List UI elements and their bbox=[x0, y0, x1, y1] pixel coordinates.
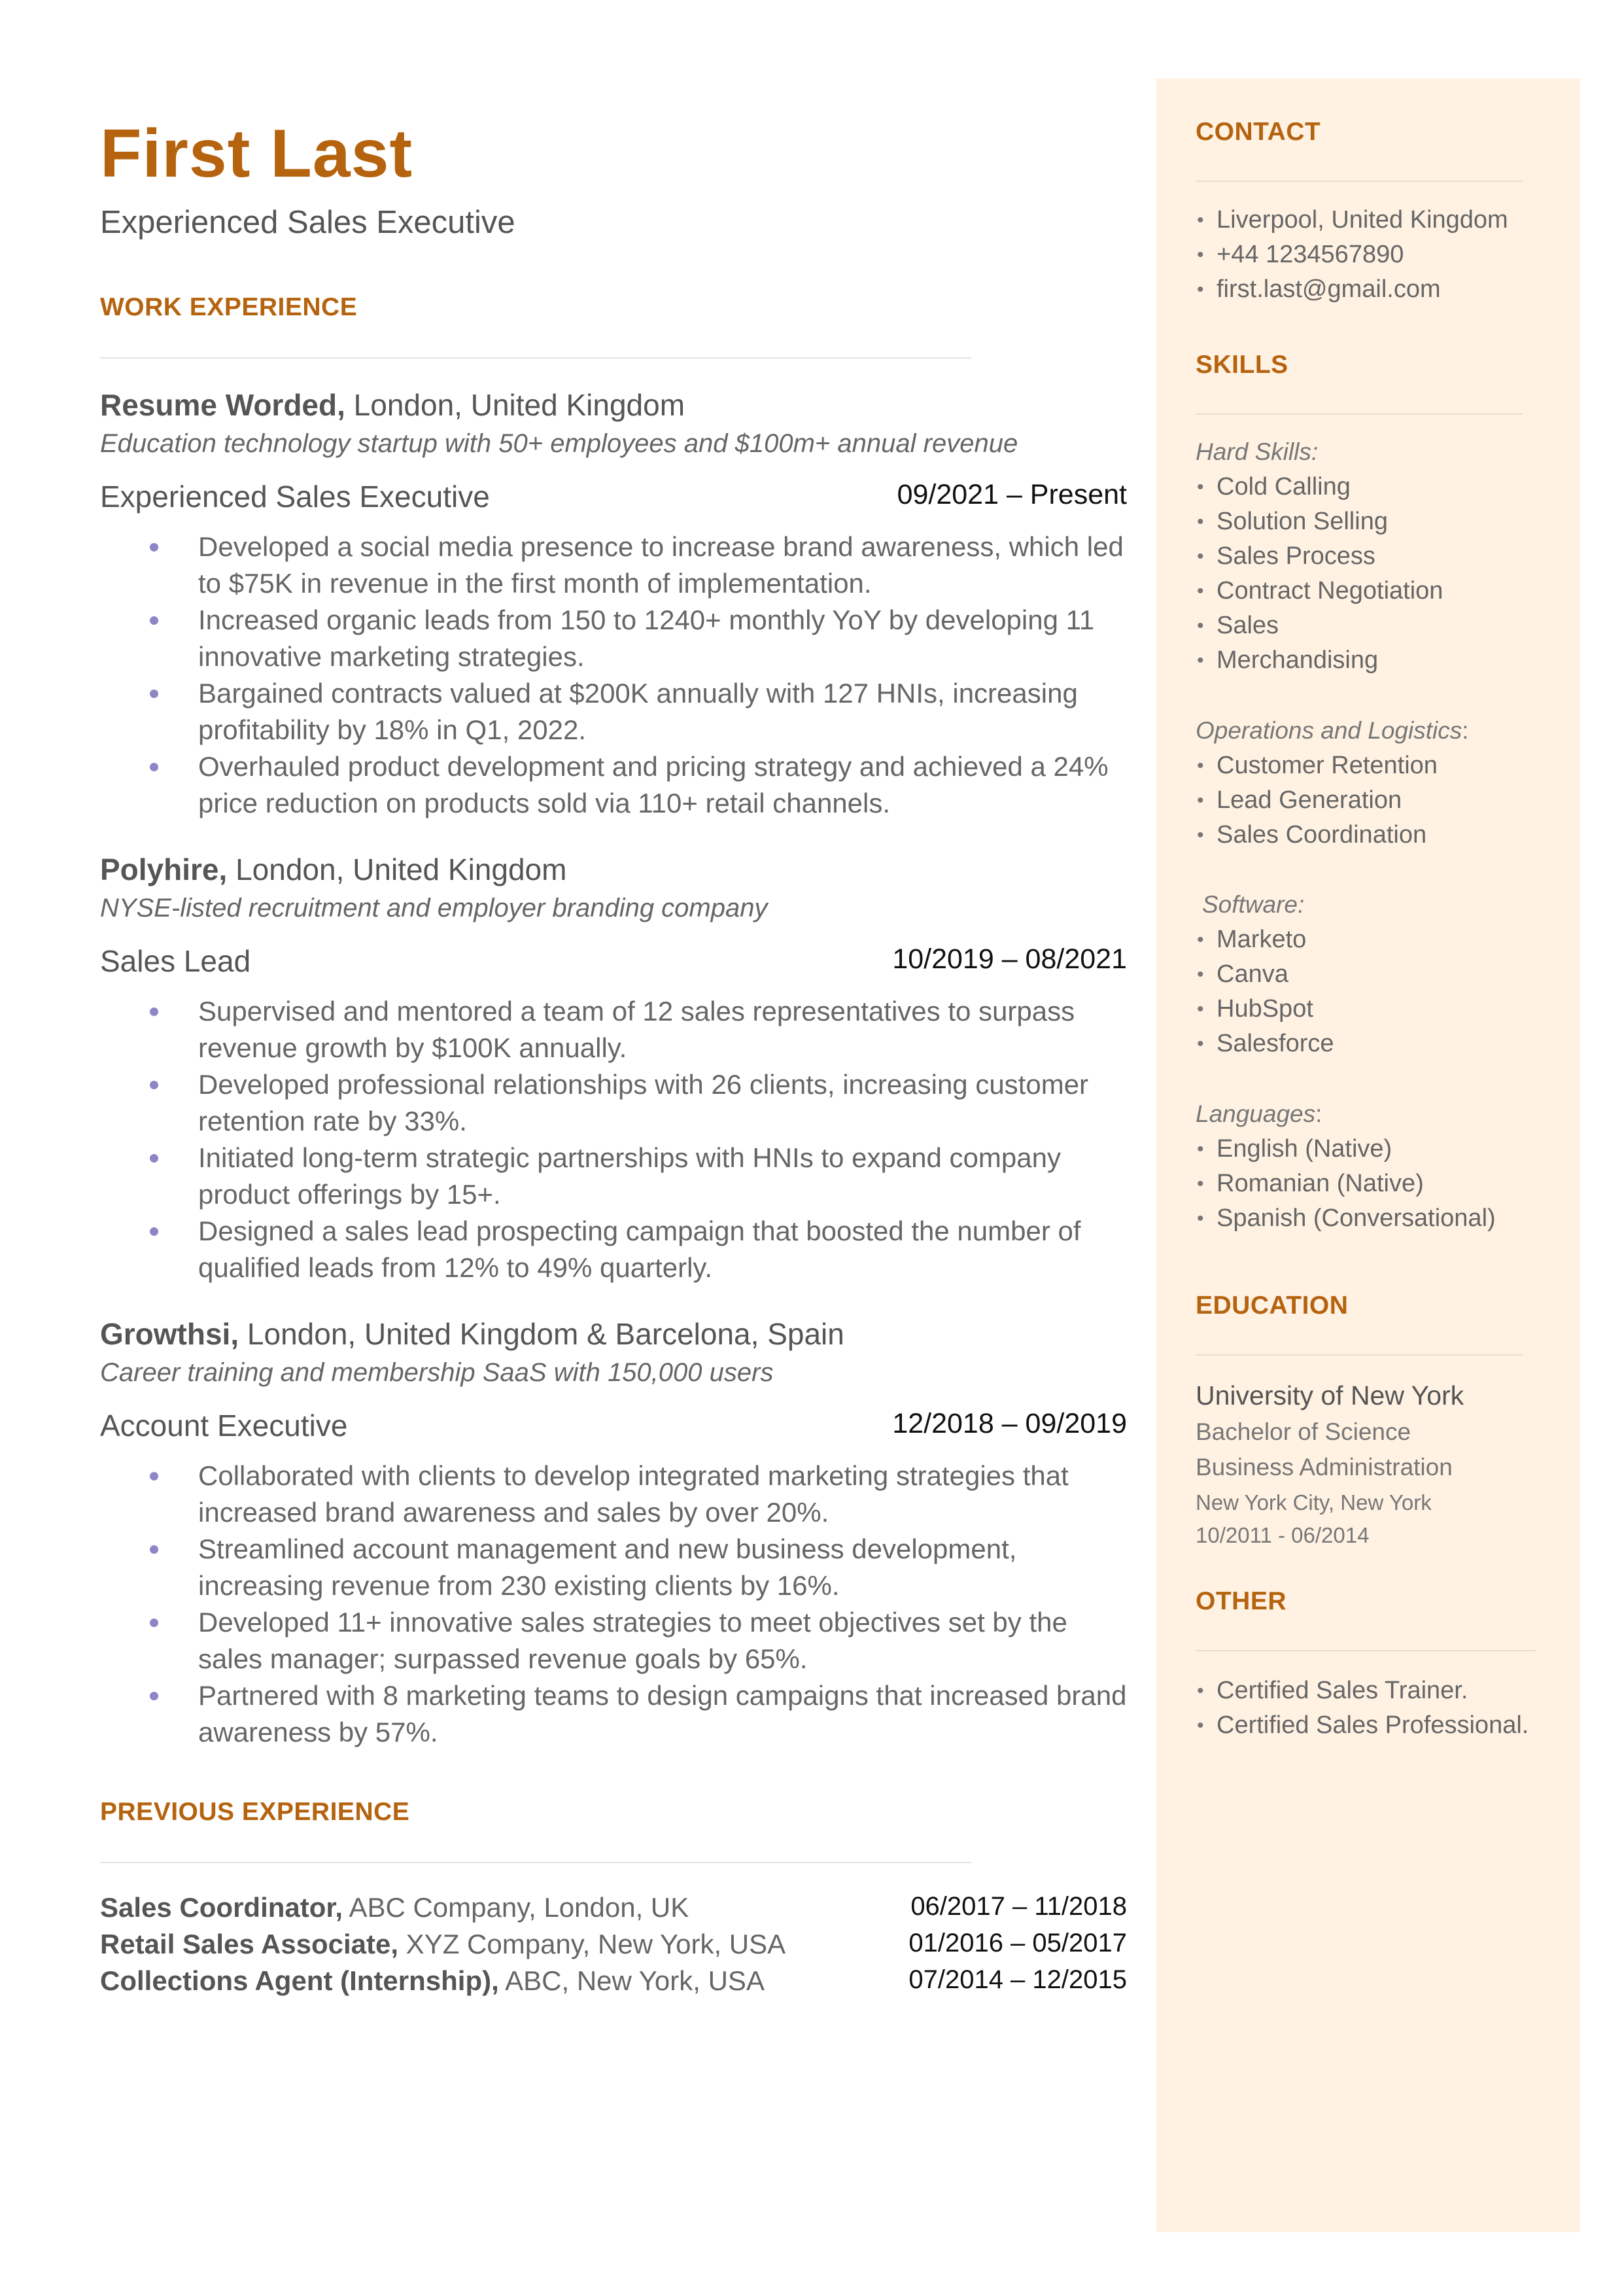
bullet-icon: • bbox=[1197, 790, 1204, 811]
previous-org: ABC, New York, USA bbox=[498, 1965, 765, 1996]
candidate-name: First Last bbox=[100, 116, 413, 192]
job-company: Resume Worded, bbox=[100, 388, 345, 422]
job-bullet-list bbox=[100, 993, 1127, 1286]
job-bullet-text: Bargained contracts valued at $200K annually with 127 HNIs, increasing profitability by 18% in Q1, 2022. bbox=[198, 678, 1078, 745]
job-bullet-text: Streamlined account management and new business development, increasing revenue from 230 existing clients by 16%. bbox=[198, 1533, 1017, 1601]
job-dates: 10/2019 – 08/2021 bbox=[892, 943, 1127, 975]
bullet-icon: • bbox=[1197, 1173, 1204, 1195]
other-divider bbox=[1196, 1650, 1536, 1651]
education-school: University of New York bbox=[1196, 1380, 1464, 1410]
bullet-icon: • bbox=[1197, 755, 1204, 777]
bullet-dot-icon bbox=[150, 616, 158, 625]
sidebar bbox=[1156, 79, 1580, 2232]
job-company: Growthsi, bbox=[100, 1317, 239, 1351]
education-field: Business Administration bbox=[1196, 1454, 1453, 1480]
contact-location-text: Liverpool, United Kingdom bbox=[1217, 206, 1508, 234]
job-company-description: Education technology startup with 50+ employees and $100m+ annual revenue bbox=[100, 429, 1018, 458]
education-degree: Bachelor of Science bbox=[1196, 1418, 1411, 1445]
contact-phone bbox=[1196, 237, 1508, 272]
education-heading: EDUCATION bbox=[1196, 1291, 1349, 1320]
bullet-icon: • bbox=[1197, 279, 1204, 300]
skill-text: Cold Calling bbox=[1217, 473, 1351, 500]
contact-list bbox=[1196, 203, 1508, 307]
job-bullet-text: Initiated long-term strategic partnerships with HNIs to expand company product offerings by 15+. bbox=[198, 1142, 1061, 1210]
skill-text: Solution Selling bbox=[1217, 508, 1388, 535]
job-role-line bbox=[100, 1408, 1127, 1443]
bullet-icon: • bbox=[1197, 1715, 1204, 1736]
bullet-icon: • bbox=[1197, 1138, 1204, 1160]
job-bullet-text: Overhauled product development and pricing strategy and achieved a 24% price reduction on products sold via 110+ retail channels. bbox=[198, 751, 1109, 818]
operations-skills-list bbox=[1196, 748, 1438, 852]
previous-role-row bbox=[100, 1965, 1127, 1997]
job-bullet-text: Increased organic leads from 150 to 1240+ monthly YoY by developing 11 innovative marketing strategies. bbox=[198, 604, 1095, 672]
bullet-dot-icon bbox=[150, 543, 158, 552]
languages-label bbox=[1196, 1100, 1322, 1128]
contact-email-text: first.last@gmail.com bbox=[1217, 275, 1441, 303]
job-bullet-list bbox=[100, 529, 1127, 822]
language-item bbox=[1196, 1201, 1496, 1236]
job-company-line bbox=[100, 1316, 844, 1352]
job-bullet-text: Developed professional relationships with 26 clients, increasing customer retention rate by 33%. bbox=[198, 1069, 1089, 1136]
skill-item bbox=[1196, 539, 1443, 574]
job-dates: 12/2018 – 09/2019 bbox=[892, 1408, 1127, 1439]
languages-colon: : bbox=[1315, 1100, 1322, 1127]
bullet-dot-icon bbox=[150, 1154, 158, 1163]
job-company: Polyhire, bbox=[100, 852, 228, 886]
operations-logistics-label bbox=[1196, 717, 1469, 745]
operations-logistics-label-text: Operations and Logistics bbox=[1196, 717, 1462, 744]
skills-heading: SKILLS bbox=[1196, 351, 1288, 379]
bullet-icon: • bbox=[1197, 209, 1204, 231]
job-bullet bbox=[100, 1140, 1127, 1213]
bullet-dot-icon bbox=[150, 1692, 158, 1700]
skill-text: HubSpot bbox=[1217, 995, 1313, 1023]
language-item bbox=[1196, 1166, 1496, 1201]
job-role: Account Executive bbox=[100, 1409, 348, 1443]
contact-heading: CONTACT bbox=[1196, 118, 1321, 146]
education-divider bbox=[1196, 1354, 1523, 1356]
languages-label-text: Languages bbox=[1196, 1100, 1316, 1127]
job-bullet-text: Developed 11+ innovative sales strategies to meet objectives set by the sales manager; surpassed revenue goals by 65%. bbox=[198, 1607, 1067, 1674]
job-bullet bbox=[100, 1677, 1127, 1751]
skill-item bbox=[1196, 748, 1438, 783]
skill-item bbox=[1196, 818, 1438, 852]
bullet-dot-icon bbox=[150, 1545, 158, 1554]
previous-org: ABC Company, London, UK bbox=[343, 1892, 689, 1923]
bullet-dot-icon bbox=[150, 1007, 158, 1016]
language-text: Romanian (Native) bbox=[1217, 1170, 1424, 1197]
job-company-line bbox=[100, 852, 566, 887]
bullet-dot-icon bbox=[150, 1227, 158, 1236]
hard-skills-label: Hard Skills: bbox=[1196, 438, 1319, 465]
job-role-line bbox=[100, 943, 1127, 979]
work-experience-heading: WORK EXPERIENCE bbox=[100, 293, 358, 321]
contact-phone-text: +44 1234567890 bbox=[1217, 241, 1404, 268]
skill-text: Sales bbox=[1217, 612, 1279, 639]
previous-dates: 06/2017 – 11/2018 bbox=[910, 1892, 1127, 1921]
work-experience-divider bbox=[100, 357, 971, 359]
language-text: English (Native) bbox=[1217, 1135, 1392, 1163]
bullet-icon: • bbox=[1197, 1208, 1204, 1229]
bullet-dot-icon bbox=[150, 690, 158, 698]
certification-text: Certified Sales Trainer. bbox=[1217, 1677, 1468, 1704]
previous-dates: 01/2016 – 05/2017 bbox=[908, 1929, 1127, 1957]
bullet-icon: • bbox=[1197, 1680, 1204, 1702]
other-heading: OTHER bbox=[1196, 1587, 1287, 1615]
contact-email bbox=[1196, 272, 1508, 307]
skill-item bbox=[1196, 783, 1438, 818]
bullet-icon: • bbox=[1197, 929, 1204, 951]
job-bullet bbox=[100, 675, 1127, 748]
bullet-dot-icon bbox=[150, 1619, 158, 1627]
bullet-icon: • bbox=[1197, 1033, 1204, 1055]
skill-text: Customer Retention bbox=[1217, 752, 1438, 779]
skill-item bbox=[1196, 922, 1334, 957]
skill-item bbox=[1196, 992, 1334, 1026]
job-bullet-list bbox=[100, 1458, 1127, 1751]
certification-text: Certified Sales Professional. bbox=[1217, 1711, 1529, 1739]
job-company-description: NYSE-listed recruitment and employer branding company bbox=[100, 894, 768, 922]
job-role: Experienced Sales Executive bbox=[100, 480, 490, 514]
certification-item bbox=[1196, 1673, 1529, 1708]
job-location: London, United Kingdom bbox=[345, 388, 685, 422]
skill-item bbox=[1196, 574, 1443, 608]
job-bullet-text: Collaborated with clients to develop integrated marketing strategies that increased brand awareness and sales by over 20%. bbox=[198, 1460, 1069, 1528]
skill-item bbox=[1196, 643, 1443, 678]
language-text: Spanish (Conversational) bbox=[1217, 1204, 1496, 1232]
skill-item bbox=[1196, 504, 1443, 539]
previous-role: Collections Agent (Internship), bbox=[100, 1965, 499, 1996]
skill-text: Sales Coordination bbox=[1217, 821, 1427, 849]
job-bullet bbox=[100, 1458, 1127, 1531]
job-bullet bbox=[100, 602, 1127, 675]
previous-experience-divider bbox=[100, 1862, 971, 1863]
skill-item bbox=[1196, 1026, 1334, 1061]
bullet-icon: • bbox=[1197, 244, 1204, 266]
skill-text: Canva bbox=[1217, 960, 1288, 988]
skill-text: Lead Generation bbox=[1217, 786, 1402, 814]
contact-location bbox=[1196, 203, 1508, 237]
job-dates: 09/2021 – Present bbox=[897, 479, 1127, 510]
job-bullet bbox=[100, 1213, 1127, 1286]
job-bullet bbox=[100, 993, 1127, 1066]
job-bullet bbox=[100, 529, 1127, 602]
previous-role-row bbox=[100, 1892, 1127, 1923]
skill-item bbox=[1196, 470, 1443, 504]
job-bullet bbox=[100, 1066, 1127, 1140]
other-list bbox=[1196, 1673, 1529, 1743]
job-role-line bbox=[100, 479, 1127, 514]
bullet-icon: • bbox=[1197, 580, 1204, 602]
job-role: Sales Lead bbox=[100, 944, 251, 978]
job-bullet-text: Supervised and mentored a team of 12 sales representatives to surpass revenue growth by $100K annually. bbox=[198, 996, 1075, 1063]
certification-item bbox=[1196, 1708, 1529, 1743]
previous-dates: 07/2014 – 12/2015 bbox=[908, 1965, 1127, 1994]
previous-experience-heading: PREVIOUS EXPERIENCE bbox=[100, 1798, 410, 1826]
education-location: New York City, New York bbox=[1196, 1490, 1432, 1515]
software-label: Software: bbox=[1202, 891, 1305, 918]
hard-skills-list bbox=[1196, 470, 1443, 678]
previous-role-row bbox=[100, 1929, 1127, 1960]
skill-text: Merchandising bbox=[1217, 646, 1379, 674]
software-skills-list bbox=[1196, 922, 1334, 1061]
job-bullet bbox=[100, 748, 1127, 822]
bullet-icon: • bbox=[1197, 546, 1204, 567]
bullet-icon: • bbox=[1197, 824, 1204, 846]
skill-text: Contract Negotiation bbox=[1217, 577, 1443, 604]
bullet-dot-icon bbox=[150, 1472, 158, 1480]
bullet-icon: • bbox=[1197, 615, 1204, 637]
languages-list bbox=[1196, 1132, 1496, 1236]
previous-role: Retail Sales Associate, bbox=[100, 1929, 399, 1959]
bullet-icon: • bbox=[1197, 964, 1204, 985]
skill-item bbox=[1196, 957, 1334, 992]
job-bullet-text: Partnered with 8 marketing teams to design campaigns that increased brand awareness by 57%. bbox=[198, 1680, 1127, 1747]
skill-text: Sales Process bbox=[1217, 542, 1375, 570]
job-company-line bbox=[100, 387, 685, 423]
bullet-dot-icon bbox=[150, 1081, 158, 1089]
candidate-title: Experienced Sales Executive bbox=[100, 205, 515, 240]
skill-text: Marketo bbox=[1217, 926, 1307, 953]
job-location: London, United Kingdom bbox=[227, 852, 567, 886]
skill-item bbox=[1196, 608, 1443, 643]
bullet-icon: • bbox=[1197, 650, 1204, 671]
language-item bbox=[1196, 1132, 1496, 1166]
skill-text: Salesforce bbox=[1217, 1030, 1334, 1057]
contact-divider bbox=[1196, 181, 1523, 182]
bullet-icon: • bbox=[1197, 998, 1204, 1020]
bullet-icon: • bbox=[1197, 511, 1204, 533]
bullet-dot-icon bbox=[150, 763, 158, 771]
operations-logistics-colon: : bbox=[1462, 717, 1469, 744]
previous-org: XYZ Company, New York, USA bbox=[398, 1929, 786, 1959]
skills-divider bbox=[1196, 413, 1523, 415]
job-bullet-text: Developed a social media presence to increase brand awareness, which led to $75K in revenue in the first month of implementation. bbox=[198, 531, 1124, 599]
education-dates: 10/2011 - 06/2014 bbox=[1196, 1523, 1370, 1547]
job-bullet-text: Designed a sales lead prospecting campaign that boosted the number of qualified leads from 12% to 49% quarterly. bbox=[198, 1216, 1081, 1283]
bullet-icon: • bbox=[1197, 476, 1204, 498]
job-location: London, United Kingdom & Barcelona, Spain bbox=[239, 1317, 844, 1351]
job-bullet bbox=[100, 1531, 1127, 1604]
job-bullet bbox=[100, 1604, 1127, 1677]
job-company-description: Career training and membership SaaS with 150,000 users bbox=[100, 1358, 774, 1387]
previous-role: Sales Coordinator, bbox=[100, 1892, 343, 1923]
